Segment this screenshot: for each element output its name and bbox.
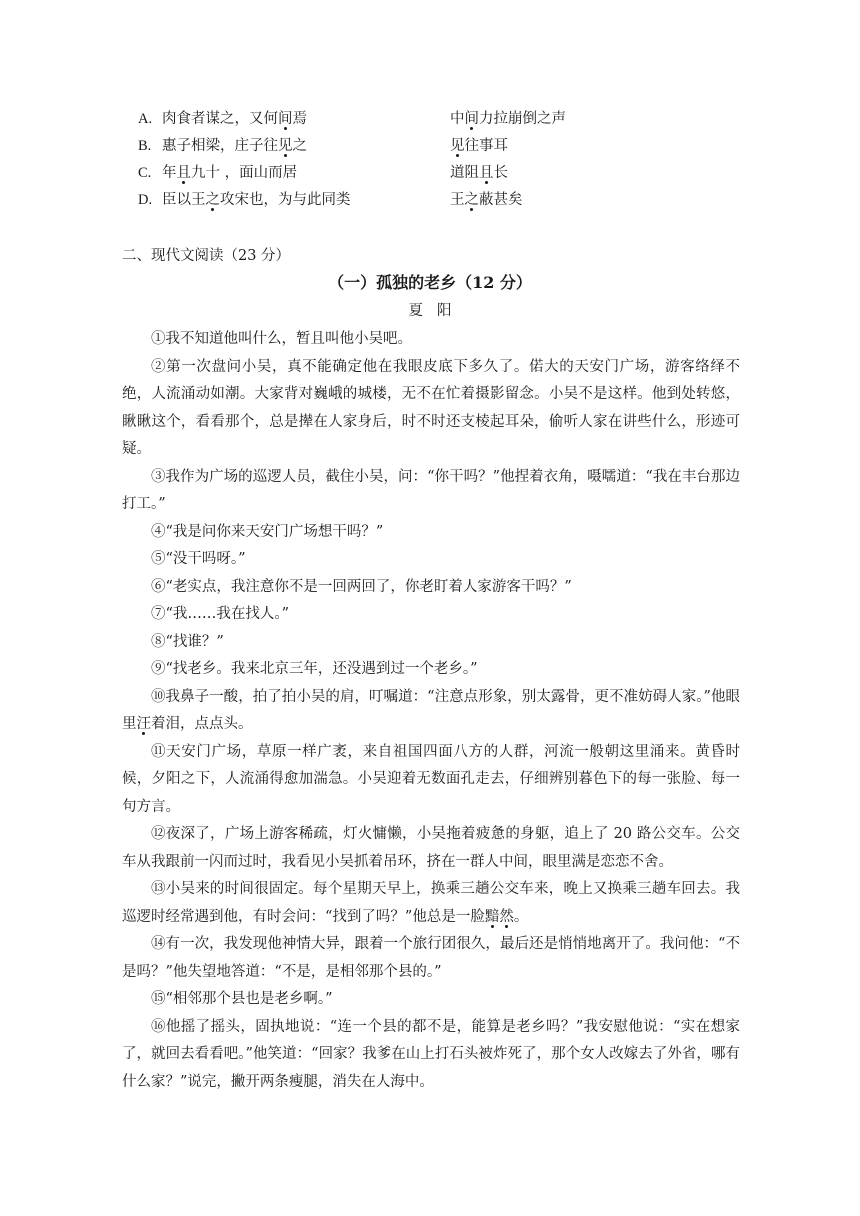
paragraph: ①我不知道他叫什么，暂且叫他小吴吧。	[151, 331, 412, 347]
emphasis-mark: 汪	[136, 716, 151, 732]
paragraph: ⑩我鼻子一酸，拍了拍小吴的肩，叮嘱道：“注意点形象，别太露骨，更不准妨碍人家。”他眼里汪着泪，点点头。	[122, 688, 740, 732]
option-row-c	[138, 160, 778, 186]
paragraph: ③我作为广场的巡逻人员，截住小吴，问：“你干吗？”他捏着衣角，嗫嚅道：“我在丰台那边打工。”	[122, 468, 740, 512]
emphasis-mark: 且	[479, 165, 494, 181]
emphasis-mark: 之	[205, 192, 220, 208]
paragraph: ⑦“我……我在找人。”	[151, 606, 290, 622]
paragraph: ⑧“找谁？”	[151, 633, 224, 650]
option-a-left: A. 肉食者谋之，又何间焉	[138, 111, 307, 127]
option-c-left: C. 年且九十 ，面山而居	[138, 165, 298, 181]
paragraph: ⑯他摇了摇头，固执地说：“连一个县的都不是，能算是老乡吗？”我安慰他说：“实在想家了，就回去看看吧。”他笑道：“回家？我爹在山上打石头被炸死了，那个女人改嫁去了外省，哪有什么家？”说完，撇开两条瘦腿，消失在人海中。	[122, 1018, 740, 1090]
paragraph: ⑫夜深了，广场上游客稀疏，灯火慵懒，小吴拖着疲惫的身躯，追上了 20 路公交车。公交车从我跟前一闪而过时，我看见小吴抓着吊环，挤在一群人中间，眼里满是恋恋不舍。	[122, 826, 740, 870]
paragraph: ⑪天安门广场，草原一样广袤，来自祖国四面八方的人群，河流一般朝这里涌来。黄昏时候，夕阳之下，人流涌得愈加湍急。小吴迎着无数面孔走去，仔细辨别暮色下的每一张脸、每一句方言。	[122, 743, 740, 815]
article-body	[122, 326, 740, 1096]
article-author: 夏阳	[408, 303, 466, 319]
option-b-right: 见往事耳	[450, 138, 508, 154]
article-title: （一）孤独的老乡（12 分）	[328, 273, 532, 292]
paragraph: ⑮“相邻那个县也是老乡啊。”	[151, 991, 333, 1007]
section-heading: 二、现代文阅读（23 分）	[122, 248, 291, 264]
paragraph: ④“我是问你来天安门广场想干吗？”	[151, 523, 384, 540]
emphasis-mark: 见	[450, 138, 465, 154]
emphasis-mark: 间	[278, 111, 293, 127]
option-c-right: 道阻且长	[450, 165, 508, 181]
option-row-d	[138, 187, 778, 213]
option-d-right: 王之蔽甚矣	[450, 192, 523, 208]
emphasis-char: 然	[499, 908, 514, 925]
paragraph: ⑥“老实点，我注意你不是一回两回了，你老盯着人家游客干吗？”	[151, 578, 572, 595]
paragraph: ⑤“没干吗呀。”	[151, 551, 246, 567]
emphasis-char: 黯	[484, 908, 500, 925]
paragraph: ⑭有一次，我发现他神情大异，跟着一个旅行团很久，最后还是悄悄地离开了。我问他：“不是吗？”他失望地答道：“不是，是相邻那个县的。”	[122, 936, 740, 980]
paragraph: ⑨“找老乡。我来北京三年，还没遇到过一个老乡。”	[151, 661, 478, 677]
emphasis-mark: 见	[278, 138, 293, 154]
option-b-left: B. 惠子相梁，庄子往见之	[138, 138, 307, 154]
paragraph: ⑬小吴来的时间很固定。每个星期天早上，换乘三趟公交车来，晚上又换乘三趟车回去。我巡逻时经常遇到他，有时会问：“找到了吗？”他总是一脸黯然。	[122, 881, 740, 925]
paragraph: ②第一次盘问小吴，真不能确定他在我眼皮底下多久了。偌大的天安门广场，游客络绎不绝，人流涌动如潮。大家背对巍峨的城楼，无不在忙着摄影留念。小吴不是这样。他到处转悠，瞅瞅这个，看看那个，总是撵在人家身后，时不时还支棱起耳朵，偷听人家在讲些什么，形迹可疑。	[122, 358, 740, 457]
option-row-b	[138, 133, 778, 159]
emphasis-mark: 之	[464, 192, 479, 208]
emphasis-mark	[485, 909, 514, 925]
option-d-left: D. 臣以王之攻宋也，为与此同类	[138, 192, 351, 208]
emphasis-mark: 且	[176, 165, 191, 181]
emphasis-mark: 间	[464, 111, 479, 127]
option-a-right: 中间力拉崩倒之声	[450, 111, 566, 127]
option-row-a	[138, 106, 778, 132]
